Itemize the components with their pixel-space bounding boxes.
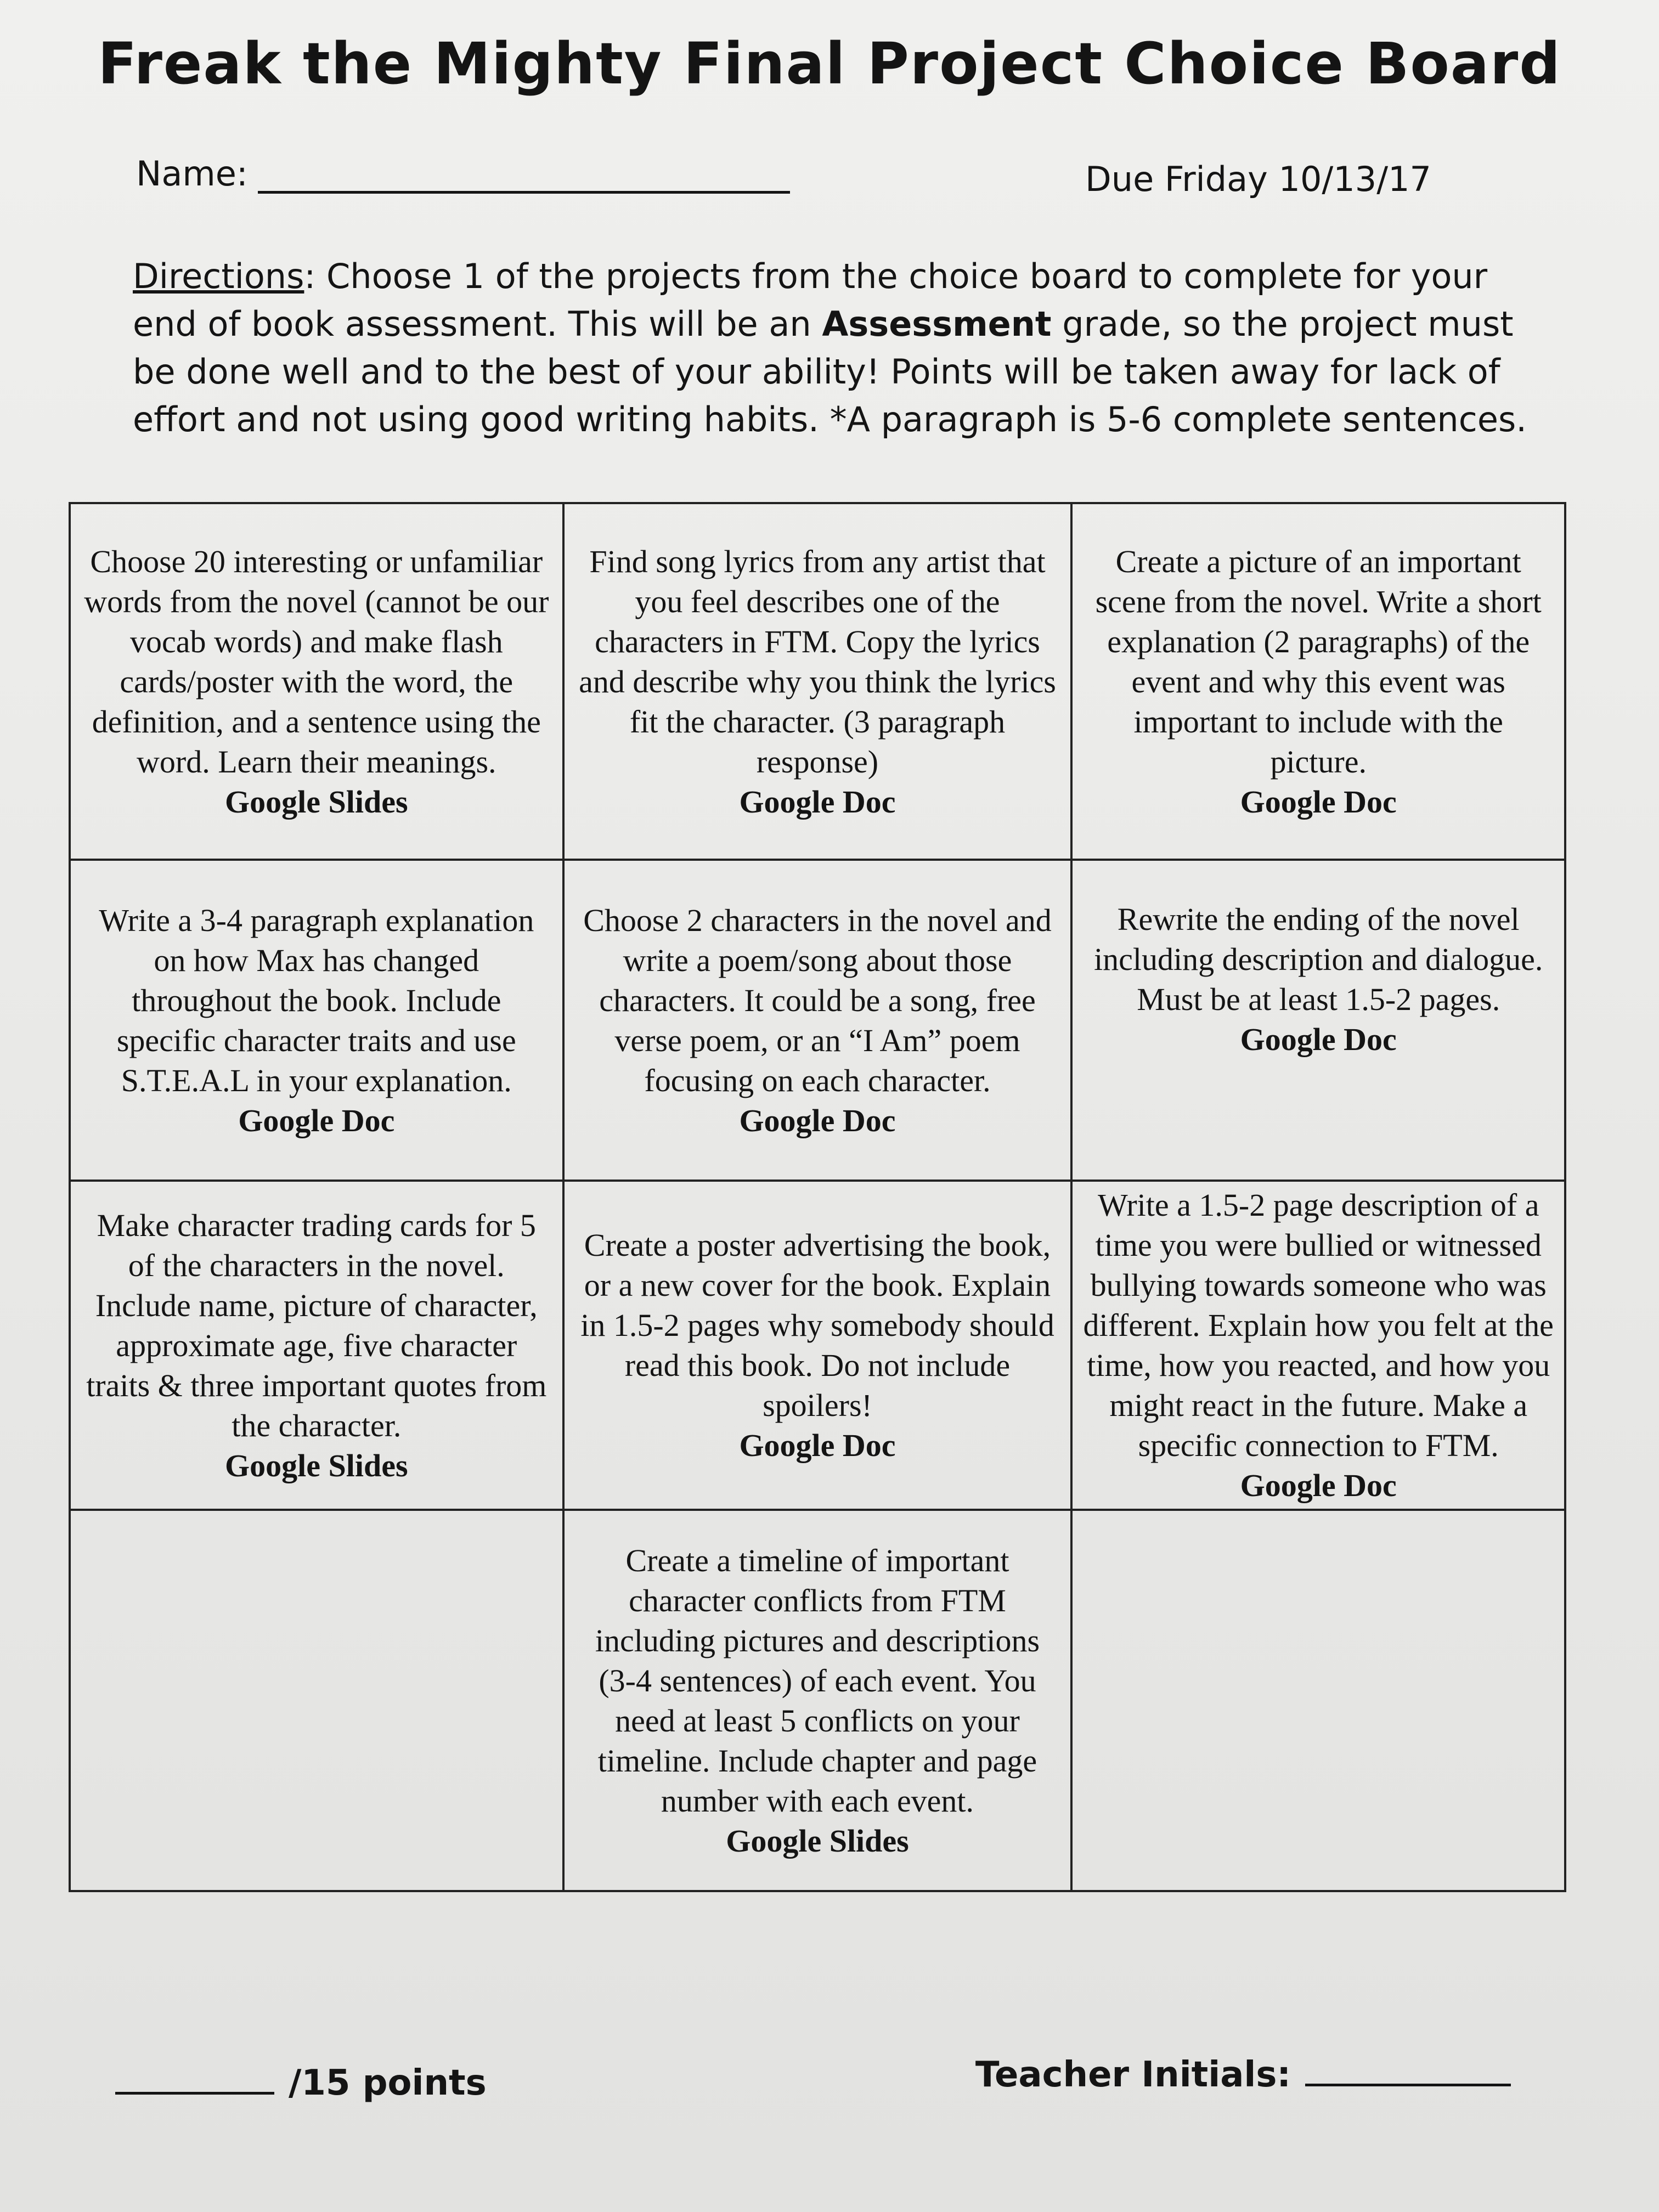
points-blank-line (115, 2064, 274, 2095)
choice-cell (70, 860, 563, 1181)
directions-text-1: : Choose 1 of the projects from the choice board to complete for your end of book assessment. This will be an (133, 256, 1488, 344)
directions-bold-word: Assessment (822, 304, 1052, 344)
choice-cell (70, 503, 563, 860)
choice-format: Google Slides (726, 1822, 909, 1859)
choice-description: Rewrite the ending of the novel including description and dialogue. Must be at least 1.5-2 pages. (1094, 901, 1543, 1017)
choice-format: Google Doc (1240, 1022, 1397, 1057)
directions-label: Directions (133, 256, 304, 296)
name-blank-line (258, 158, 790, 194)
choice-format: Google Doc (238, 1102, 395, 1138)
choice-cell (563, 503, 1072, 860)
choice-description: Create a timeline of important character conflicts from FTM including pictures and descriptions (3-4 sentences) of each event. You need at least 5 conflicts on your timeline. Include chapter and page number with each event. (595, 1542, 1040, 1819)
directions-paragraph (133, 252, 1537, 443)
choice-format: Google Doc (1240, 783, 1397, 820)
choice-cell (1071, 860, 1565, 1181)
choice-format: Google Doc (739, 1102, 896, 1138)
choice-format: Google Doc (1240, 1468, 1397, 1503)
teacher-initials-field (975, 2055, 1511, 2095)
choice-description: Create a picture of an important scene from the novel. Write a short explanation (2 paragraphs) of the event and why this event was important to include with the picture. (1095, 543, 1542, 780)
choice-board-table (69, 502, 1566, 1892)
choice-cell (1071, 503, 1565, 860)
choice-description: Write a 3-4 paragraph explanation on how Max has changed throughout the book. Include specific character traits and use S.T.E.A.L in your explanation. (99, 902, 534, 1098)
choice-description: Write a 1.5-2 page description of a time you were bullied or witnessed bullying towards someone who was different. Explain how you felt at the time, how you reacted, and how you might react in the future. Make a specific connection to FTM. (1083, 1187, 1554, 1463)
choice-format: Google Slides (225, 783, 408, 820)
initials-blank-line (1305, 2056, 1511, 2086)
board-row (70, 1181, 1565, 1510)
choice-format: Google Doc (739, 1427, 896, 1463)
choice-cell (563, 860, 1072, 1181)
name-label: Name: (136, 154, 248, 194)
due-date: Due Friday 10/13/17 (1085, 159, 1431, 199)
choice-cell (70, 1181, 563, 1510)
choice-description: Choose 20 interesting or unfamiliar words from the novel (cannot be our vocab words) and make flash cards/poster with the word, the definition, and a sentence using the word. Learn their meanings. (84, 543, 549, 780)
choice-cell (1071, 1181, 1565, 1510)
points-field (115, 2063, 487, 2103)
choice-description: Create a poster advertising the book, or a new cover for the book. Explain in 1.5-2 pages why somebody should read this book. Do not include spoilers! (580, 1227, 1054, 1423)
choice-format: Google Doc (739, 783, 896, 820)
board-row (70, 1510, 1565, 1891)
choice-description: Make character trading cards for 5 of the characters in the novel. Include name, picture of character, approximate age, five character traits & three important quotes from the character. (86, 1207, 547, 1443)
directions-text-2: grade, so the project must be done well and to the best of your ability! Points will be taken away for lack of effort and not using good writing habits. *A paragraph is 5-6 complete sentences. (133, 304, 1527, 439)
choice-cell (563, 1510, 1072, 1891)
teacher-initials-label: Teacher Initials: (975, 2055, 1291, 2095)
empty-cell (70, 1510, 563, 1891)
choice-description: Find song lyrics from any artist that you feel describes one of the characters in FTM. Copy the lyrics and describe why you think the lyrics fit the character. (3 paragraph response) (579, 543, 1056, 780)
board-row (70, 503, 1565, 860)
name-field (136, 154, 790, 194)
empty-cell (1071, 1510, 1565, 1891)
choice-format: Google Slides (225, 1447, 408, 1483)
choice-description: Choose 2 characters in the novel and write a poem/song about those characters. It could be a song, free verse poem, or an “I Am” poem focusing on each character. (583, 902, 1052, 1098)
board-row (70, 860, 1565, 1181)
points-label: /15 points (289, 2063, 487, 2103)
choice-cell (563, 1181, 1072, 1510)
page-title: Freak the Mighty Final Project Choice Board (98, 30, 1561, 97)
